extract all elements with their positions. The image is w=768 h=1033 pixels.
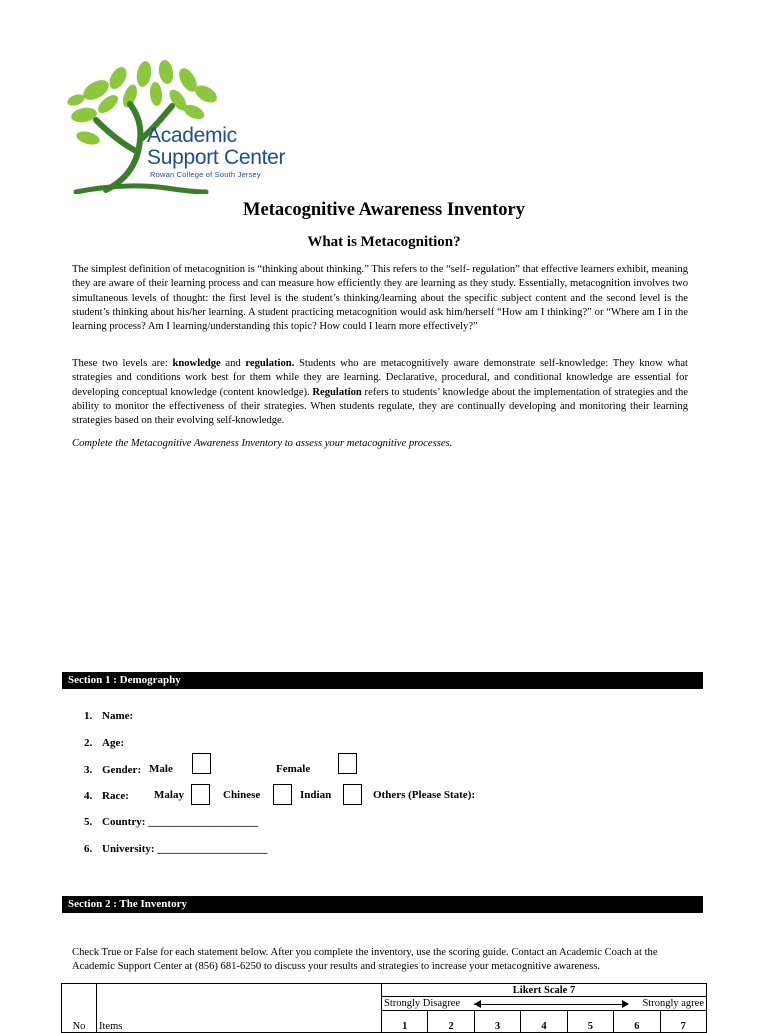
table-header-row [62,984,707,997]
inventory-instructions: Check True or False for each statement below. After you complete the inventory, use the scoring guide. Contact an Academic Coach at the Academic Support Center at (856) 681-6250 to discuss your results and strategies to increase your metacognitive awareness. [72,947,658,972]
race-malay-label: Malay [154,789,184,801]
intro-paragraph-1: The simplest definition of metacognition is “thinking about thinking.” This refers to the “self- regulation” that effective learners exhibit, meaning they are aware of their learning process and can measure how efficiently they are learning as they study. Essentially, metacognition involves two simultaneous levels of thought: the first level is the student’s thinking/learning about the specific subject content and the second level is the student’s thinking about his/her learning. A student practicing metacognition would ask him/herself “How am I thinking?” or “Where am I in the learning process? Am I learning/understanding this topic? How could I learn more effectively?” [72,264,688,333]
question-age [84,736,124,750]
question-number: 6. [84,843,93,855]
keyword-regulation: regulation. [245,358,295,369]
question-label: University: ____________________ [102,843,268,855]
page-subtitle: What is Metacognition? [307,234,461,250]
scale-number: 6 [614,1011,660,1033]
section-1-header: Section 1 : Demography [62,672,703,689]
scale-number: 1 [382,1011,428,1033]
text-run: refers to students’ knowledge about the implementation of strategies and the ability to monitor the effectiveness of their strategies. When students regulate, they are continually developing and monitoring their learning strategies based on their evolving self-knowledge. [72,386,689,427]
question-number: 4. [84,790,93,802]
race-indian-label: Indian [300,789,332,801]
question-label: Country: ____________________ [102,816,259,828]
question-label: Age: [102,737,124,749]
keyword-knowledge: knowledge [172,358,221,369]
question-label: Race: [102,790,129,802]
question-number: 1. [84,710,93,722]
race-malay-checkbox[interactable] [191,784,210,805]
gender-male-label: Male [149,763,173,775]
double-arrow-icon [474,1004,628,1005]
logo-title-line1: Academic [147,124,237,147]
gender-female-label: Female [276,763,311,775]
question-race [84,789,129,803]
race-chinese-label: Chinese [223,789,261,801]
scale-right-label: Strongly agree [642,998,704,1009]
column-header-items [97,984,382,1033]
gender-female-checkbox[interactable] [338,753,357,774]
intro-paragraph-2 [72,357,688,428]
arrow-heads [474,1000,628,1008]
scale-left-label: Strongly Disagree [384,998,461,1009]
page-title: Metacognitive Awareness Inventory [243,200,525,220]
likert-scale-range [382,997,707,1011]
logo-subtitle: Rowan College of South Jersey [150,170,261,179]
race-others-label: Others (Please State): [373,789,476,801]
question-label: Name: [102,710,134,722]
scale-number: 5 [567,1011,613,1033]
inventory-table [61,983,707,1033]
question-country [84,815,258,829]
text-run: Students who are metacognitively aware demonstrate self-knowledge: They know what strategies and conditions work best for them while they are learning. Declarative, procedural, and conditional knowledge are essential for developing conceptual knowledge (content knowledge). [72,358,688,398]
question-number: 3. [84,764,93,776]
scale-number: 7 [660,1011,706,1033]
logo-title-line2: Support Center [147,146,286,169]
gender-male-checkbox[interactable] [192,753,211,774]
question-university [84,842,267,856]
column-header-no [62,984,97,1033]
text-run: These two levels are: [72,358,173,369]
question-number: 5. [84,816,93,828]
scale-number: 4 [521,1011,567,1033]
question-number: 2. [84,737,93,749]
col-no-label: No [72,1021,86,1032]
likert-scale-title: Likert Scale 7 [382,984,707,997]
question-label: Gender: [102,764,142,776]
scale-arrow-row [382,998,706,1010]
scale-number: 2 [428,1011,474,1033]
section-2-header: Section 2 : The Inventory [62,896,703,913]
scale-number: 3 [474,1011,520,1033]
keyword-regulation-2: Regulation [312,386,362,398]
question-name [84,709,133,723]
question-gender [84,763,141,777]
text-run: and [220,358,246,369]
intro-instruction: Complete the Metacognitive Awareness Inventory to assess your metacognitive processes. [72,438,453,449]
race-indian-checkbox[interactable] [343,784,362,805]
arrow-right-head [622,1000,629,1008]
col-items-label: Items [99,1021,123,1032]
race-chinese-checkbox[interactable] [273,784,292,805]
